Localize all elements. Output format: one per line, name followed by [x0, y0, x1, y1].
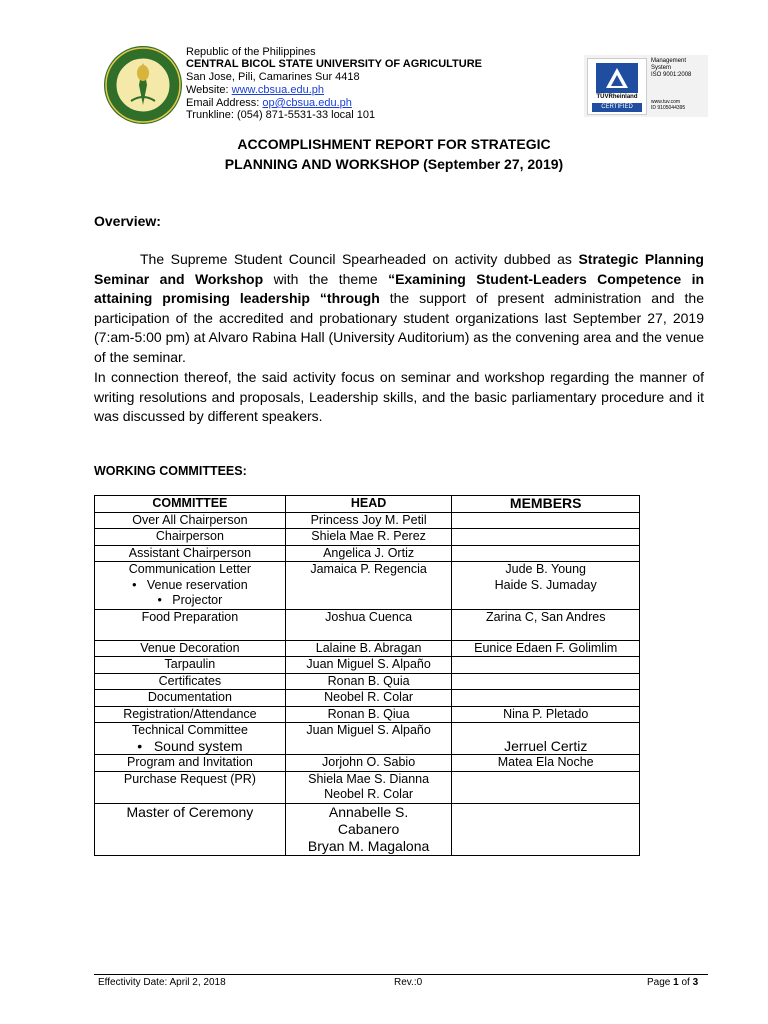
report-title-line2: PLANNING AND WORKSHOP (September 27, 2019)	[224, 156, 564, 172]
p1-text-a: The Supreme Student Council Spearheaded on activity dubbed as	[140, 251, 579, 267]
cell-members: Eunice Edaen F. Golimlim	[452, 640, 640, 657]
p1-text-d: “Examining Student-Leaders Competence in attaining promising leadership “through	[94, 270, 705, 306]
table-row	[95, 562, 640, 610]
table-row	[95, 512, 640, 529]
head-name: Cabanero	[337, 820, 400, 837]
p1-text-c: with the theme	[263, 270, 389, 287]
cell-head: Lalaine B. Abragan	[285, 640, 452, 657]
table-row	[95, 609, 640, 640]
member-name: Haide S. Jumaday	[494, 577, 597, 592]
cell-members	[452, 690, 640, 707]
cell-members	[452, 771, 640, 803]
table-row	[95, 803, 640, 855]
bullet-text: Venue reservation	[146, 577, 248, 592]
table-row	[95, 673, 640, 690]
header-university: CENTRAL BICOL STATE UNIVERSITY OF AGRICULTURE	[186, 58, 482, 70]
col-committee: COMMITTEE	[95, 496, 286, 513]
cell-head	[285, 771, 452, 803]
cert-url: www.tuv.com	[651, 99, 681, 105]
cell-members	[452, 512, 640, 529]
cell-members	[452, 529, 640, 546]
table-row	[95, 706, 640, 723]
footer-effectivity: Effectivity Date: April 2, 2018	[98, 977, 226, 988]
bullet-item: • Projector	[157, 593, 223, 607]
cell-committee: Certificates	[95, 673, 286, 690]
cell-committee: Food Preparation	[95, 609, 286, 640]
cell-head	[285, 803, 452, 855]
member-name: Jude B. Young	[505, 562, 587, 576]
cell-committee: Tarpaulin	[95, 657, 286, 674]
header-trunkline: Trunkline: (054) 871-5531-33 local 101	[186, 109, 376, 121]
website-link[interactable]: www.cbsua.edu.ph	[231, 84, 324, 96]
cell-committee: Venue Decoration	[95, 640, 286, 657]
email-link[interactable]: op@cbsua.edu.ph	[262, 97, 352, 109]
tuv-logo	[587, 58, 647, 115]
certified-badge: CERTIFIED	[592, 103, 642, 112]
head-name: Shiela Mae S. Dianna	[308, 771, 430, 786]
cell-head: Joshua Cuenca	[285, 609, 452, 640]
overview-heading: Overview:	[94, 213, 161, 229]
header-email	[186, 97, 352, 109]
head-name: Bryan M. Magalona	[307, 837, 430, 854]
cell-members	[452, 562, 640, 610]
col-members: MEMBERS	[452, 496, 640, 513]
cell-committee: Assistant Chairperson	[95, 545, 286, 562]
table-row	[95, 640, 640, 657]
cell-head: Juan Miguel S. Alpaño	[285, 723, 452, 755]
overview-paragraph-1	[94, 250, 704, 367]
committee-label: Communication Letter	[128, 562, 252, 576]
overview-paragraph-2: In connection thereof, the said activity focus on seminar and workshop regarding the manner of writing resolutions and proposals, Leadership skills, and the basic parliamentary procedure and it was discussed by different speakers.	[94, 369, 704, 424]
table-row	[95, 657, 640, 674]
cell-committee: Purchase Request (PR)	[95, 771, 286, 803]
tuv-brand: TÜVRheinland	[596, 94, 638, 100]
table-row	[95, 723, 640, 755]
cell-head: Shiela Mae R. Perez	[285, 529, 452, 546]
cell-committee: Registration/Attendance	[95, 706, 286, 723]
footer-rev: Rev.:0	[394, 977, 423, 988]
cell-members	[452, 803, 640, 855]
cell-members	[452, 657, 640, 674]
footer-page	[647, 977, 698, 988]
email-label: Email Address:	[186, 97, 263, 109]
header-website	[186, 84, 324, 96]
cell-head: Jamaica P. Regencia	[285, 562, 452, 610]
footer-divider	[94, 974, 708, 975]
cell-members	[452, 673, 640, 690]
cell-committee: Documentation	[95, 690, 286, 707]
cell-head: Ronan B. Qiua	[285, 706, 452, 723]
bullet-item: • Venue reservation	[132, 577, 248, 592]
cell-members: Matea Ela Noche	[452, 755, 640, 772]
bullet-item: • Sound system	[137, 737, 243, 754]
p1-text-b: Strategic Planning Seminar and Workshop	[94, 251, 704, 287]
page-of: of	[678, 977, 693, 988]
certification-badge	[584, 55, 708, 117]
table-row	[95, 690, 640, 707]
cert-line2: System	[651, 65, 672, 71]
committees-heading: WORKING COMMITTEES:	[94, 464, 247, 478]
table-header-row	[95, 496, 640, 513]
bullet-text: Sound system	[153, 737, 243, 754]
report-title-line1: ACCOMPLISHMENT REPORT FOR STRATEGIC	[237, 136, 551, 152]
university-seal	[103, 45, 183, 125]
cell-head: Jorjohn O. Sabio	[285, 755, 452, 772]
committee-label: Technical Committee	[131, 723, 248, 737]
cell-committee: Chairperson	[95, 529, 286, 546]
cert-line3: ISO 9001:2008	[651, 72, 692, 78]
header-country: Republic of the Philippines	[186, 46, 316, 58]
table-row	[95, 545, 640, 562]
cell-head: Angelica J. Ortiz	[285, 545, 452, 562]
col-head: HEAD	[285, 496, 452, 513]
cell-members	[452, 545, 640, 562]
header-address: San Jose, Pili, Camarines Sur 4418	[186, 71, 360, 83]
bullet-text: Projector	[172, 593, 223, 607]
cert-line1: Management	[651, 58, 687, 64]
p1-text-e: the support of present administration and the participation of the accredited and probationary student organizations last September 27, 2019 (7:am-5:00 pm) at Alvaro Rabina Hall (University Auditorium) as the convening area and the venue of the seminar.	[94, 290, 704, 365]
cell-committee: Over All Chairperson	[95, 512, 286, 529]
head-name: Annabelle S.	[328, 803, 409, 820]
page-total: 3	[692, 977, 699, 988]
page-prefix: Page	[647, 977, 674, 988]
page-number: 1	[673, 977, 679, 988]
committees-table	[94, 495, 640, 856]
cell-members: Jerruel Certiz	[452, 723, 640, 755]
cell-committee	[95, 723, 286, 755]
cell-head: Juan Miguel S. Alpaño	[285, 657, 452, 674]
cell-committee: Program and Invitation	[95, 755, 286, 772]
table-row	[95, 755, 640, 772]
cell-committee	[95, 562, 286, 610]
cell-head: Ronan B. Quia	[285, 673, 452, 690]
cell-members: Zarina C, San Andres	[452, 609, 640, 640]
table-row	[95, 529, 640, 546]
table-row	[95, 771, 640, 803]
cell-members: Nina P. Pletado	[452, 706, 640, 723]
head-name: Neobel R. Colar	[324, 787, 414, 801]
cell-head: Princess Joy M. Petil	[285, 512, 452, 529]
cell-committee: Master of Ceremony	[95, 803, 286, 855]
cert-id: ID 9105044395	[651, 105, 686, 111]
website-label: Website:	[186, 84, 232, 96]
cell-head: Neobel R. Colar	[285, 690, 452, 707]
